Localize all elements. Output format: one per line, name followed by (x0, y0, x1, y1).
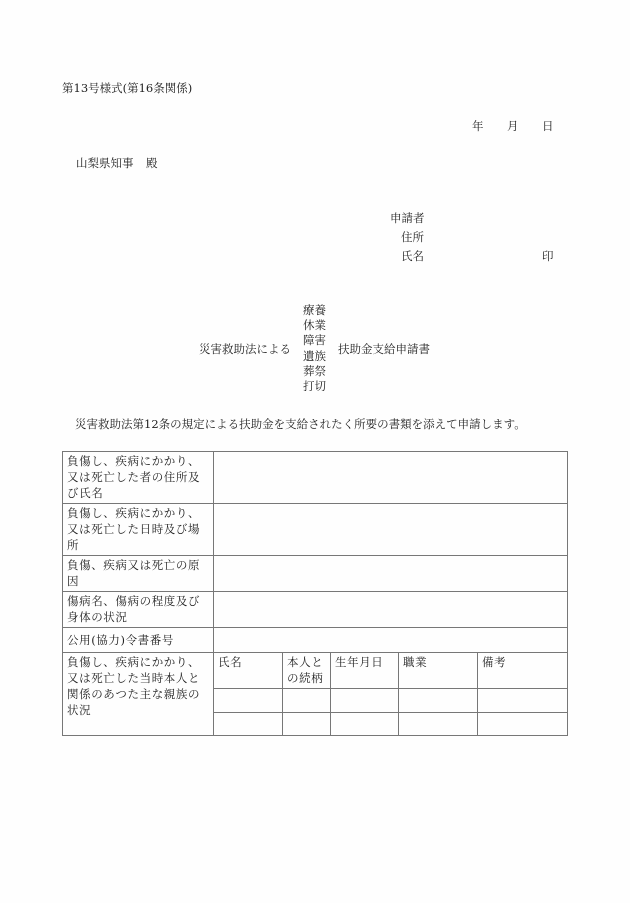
form-number: 第13号様式(第16条関係) (62, 81, 193, 95)
date-month-label: 月 (507, 119, 519, 133)
relative-occupation-cell[interactable] (399, 689, 478, 713)
relative-birthdate-cell[interactable] (331, 689, 399, 713)
applicant-address-label: 住所 (401, 230, 424, 244)
title-option: 葬祭 (303, 363, 326, 378)
row-label: 公用(協力)令書番号 (63, 628, 214, 653)
relative-name-cell[interactable] (214, 689, 283, 713)
relative-occupation-cell[interactable] (399, 713, 478, 736)
row-value[interactable] (214, 504, 568, 556)
relative-relationship-cell[interactable] (283, 689, 331, 713)
table-row (63, 556, 568, 592)
body-text: 災害救助法第12条の規定による扶助金を支給されたく所要の書類を添えて申請します。 (75, 417, 526, 431)
column-header-name: 氏名 (214, 653, 283, 689)
table-row (63, 452, 568, 504)
title-suffix: 扶助金支給申請書 (338, 342, 430, 356)
applicant-label: 申請者 (390, 211, 425, 225)
row-label: 負傷、疾病又は死亡の原因 (63, 556, 214, 592)
applicant-name-label: 氏名 (401, 249, 424, 263)
title-options (303, 303, 326, 394)
title-option: 障害 (303, 333, 326, 348)
title-option: 療養 (303, 303, 326, 317)
date-day-label: 日 (542, 119, 554, 133)
relative-name-cell[interactable] (214, 713, 283, 736)
row-label: 負傷し、疾病にかかり、又は死亡した者の住所及び氏名 (63, 452, 214, 504)
relative-birthdate-cell[interactable] (331, 713, 399, 736)
table-row (63, 592, 568, 628)
row-label: 傷病名、傷病の程度及び身体の状況 (63, 592, 214, 628)
table-row (63, 628, 568, 653)
title-prefix: 災害救助法による (199, 342, 291, 356)
row-label: 負傷し、疾病にかかり、又は死亡した日時及び場所 (63, 504, 214, 556)
honorific: 殿 (146, 156, 158, 170)
date-year-label: 年 (472, 119, 484, 133)
relative-remarks-cell[interactable] (478, 689, 568, 713)
relatives-label: 負傷し、疾病にかかり、又は死亡した当時本人と関係のあつた主な親族の状況 (63, 653, 214, 736)
title-option: 打切 (303, 379, 326, 394)
column-header-remarks: 備考 (478, 653, 568, 689)
row-value[interactable] (214, 592, 568, 628)
row-value[interactable] (214, 556, 568, 592)
row-value[interactable] (214, 452, 568, 504)
relatives-header-row (63, 653, 568, 689)
column-header-relationship: 本人との続柄 (283, 653, 331, 689)
addressee: 山梨県知事 (76, 156, 134, 170)
column-header-birthdate: 生年月日 (331, 653, 399, 689)
relative-relationship-cell[interactable] (283, 713, 331, 736)
application-table (62, 451, 568, 736)
title-option: 休業 (303, 318, 326, 333)
table-row (63, 504, 568, 556)
seal-mark: 印 (542, 249, 554, 263)
row-value[interactable] (214, 628, 568, 653)
column-header-occupation: 職業 (399, 653, 478, 689)
relative-remarks-cell[interactable] (478, 713, 568, 736)
title-option: 遺族 (303, 348, 326, 363)
